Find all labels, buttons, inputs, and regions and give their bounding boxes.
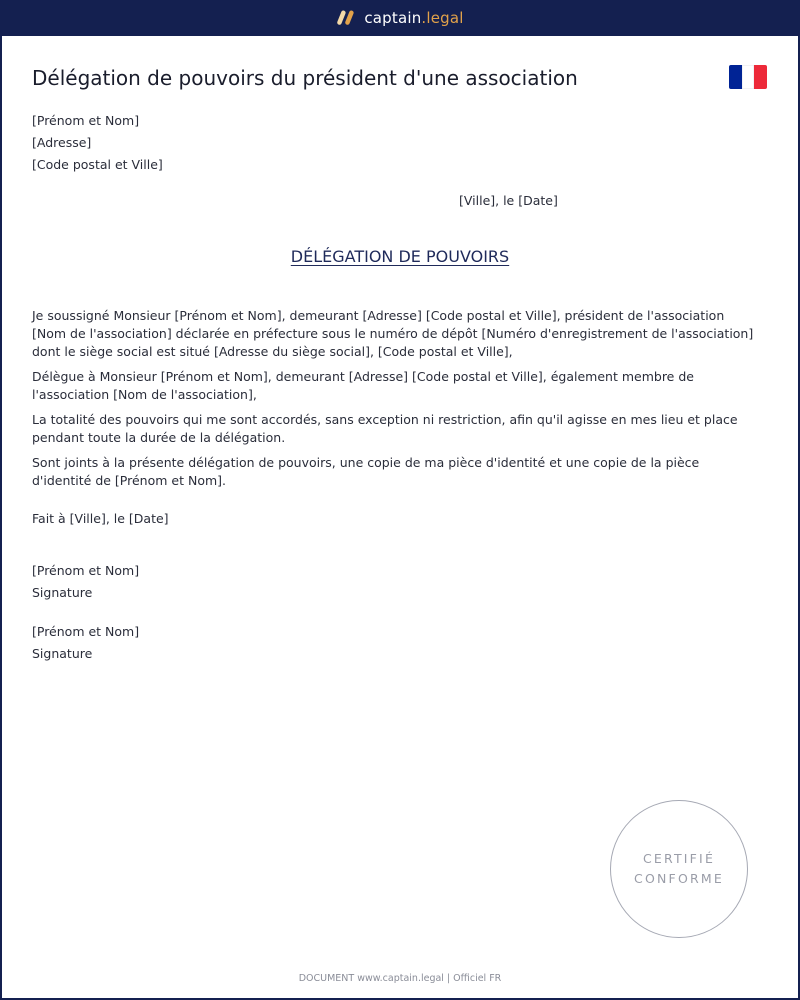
flag-stripe-red bbox=[754, 65, 767, 89]
document-title: Délégation de pouvoirs du président d'une association bbox=[32, 66, 578, 90]
top-bar bbox=[0, 0, 800, 36]
flag-stripe-blue bbox=[729, 65, 742, 89]
sender-name: [Prénom et Nom] bbox=[32, 113, 140, 128]
certified-stamp bbox=[610, 800, 748, 938]
brand[interactable] bbox=[336, 8, 463, 28]
sender-address-block bbox=[32, 110, 163, 176]
place-date: Fait à [Ville], le [Date] bbox=[32, 511, 169, 526]
signatory-name: [Prénom et Nom] bbox=[32, 624, 140, 639]
paragraph: Sont joints à la présente délégation de pouvoirs, une copie de ma pièce d'identité et une copie de la pièce d'identité de [Prénom et Nom]. bbox=[32, 455, 700, 488]
paragraph: La totalité des pouvoirs qui me sont accordés, sans exception ni restriction, afin qu'il agisse en mes lieu et place pendant toute la durée de la délégation. bbox=[32, 412, 738, 445]
document-heading-text: DÉLÉGATION DE POUVOIRS bbox=[290, 247, 510, 266]
signature-block bbox=[32, 560, 139, 604]
brand-tld: .legal bbox=[421, 9, 464, 27]
signature-label: Signature bbox=[32, 585, 93, 600]
sender-city: [Code postal et Ville] bbox=[32, 157, 163, 172]
brand-name: captain.legal bbox=[364, 9, 464, 27]
dateline: [Ville], le [Date] bbox=[459, 193, 558, 208]
signature-label: Signature bbox=[32, 646, 93, 661]
signature-block bbox=[32, 621, 139, 665]
stamp-line-2: CONFORME bbox=[634, 871, 724, 886]
document-heading bbox=[2, 247, 798, 266]
document-body bbox=[32, 307, 762, 497]
paragraph: Je soussigné Monsieur [Prénom et Nom], demeurant [Adresse] [Code postal et Ville], président de l'association [Nom de l'association] déclarée en préfecture sous le numéro de dépôt [Numéro d'enregistrement de l'association] dont le siège social est situé [Adresse du siège social], [Code postal et Ville], bbox=[32, 308, 754, 359]
paragraph: Délègue à Monsieur [Prénom et Nom], demeurant [Adresse] [Code postal et Ville], également membre de l'association [Nom de l'association], bbox=[32, 369, 694, 402]
sender-address: [Adresse] bbox=[32, 135, 92, 150]
france-flag-icon bbox=[729, 65, 767, 89]
captain-legal-logo-icon bbox=[336, 8, 356, 28]
stamp-line-1: CERTIFIÉ bbox=[642, 851, 716, 866]
page-footer: DOCUMENT www.captain.legal | Officiel FR bbox=[298, 973, 502, 984]
flag-stripe-white bbox=[742, 65, 755, 89]
document-page bbox=[2, 36, 798, 998]
signatory-name: [Prénom et Nom] bbox=[32, 563, 140, 578]
